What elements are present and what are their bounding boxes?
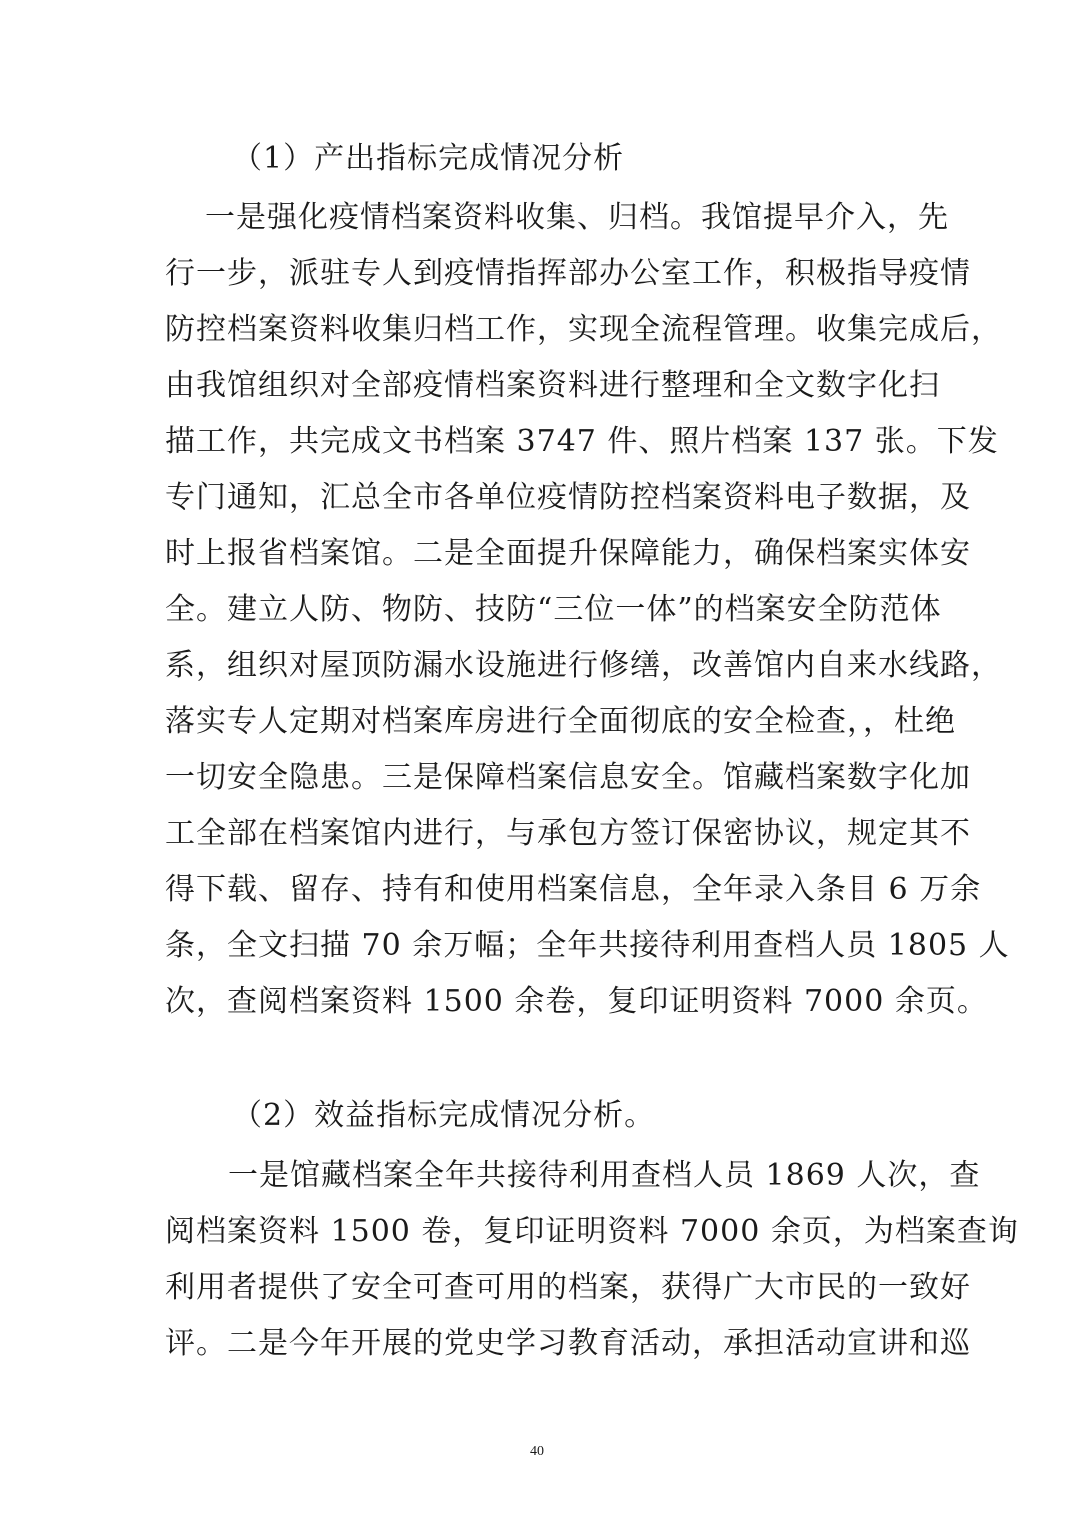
paragraph-line: 工全部在档案馆内进行，与承包方签订保密协议，规定其不 <box>165 816 971 851</box>
paragraph-line: 一是强化疫情档案资料收集、归档。我馆提早介入，先 <box>205 200 949 235</box>
paragraph-line: 描工作，共完成文书档案 3747 件、照片档案 137 张。下发 <box>165 424 999 459</box>
paragraph-line: 一是馆藏档案全年共接待利用查档人员 1869 人次，查 <box>228 1158 981 1193</box>
section-2-heading: （2）效益指标完成情况分析。 <box>232 1098 656 1133</box>
paragraph-line: 次，查阅档案资料 1500 余卷，复印证明资料 7000 余页。 <box>165 984 988 1019</box>
paragraph-line: 利用者提供了安全可查可用的档案，获得广大市民的一致好 <box>165 1270 971 1305</box>
paragraph-line: 专门通知，汇总全市各单位疫情防控档案资料电子数据，及 <box>165 480 971 515</box>
paragraph-line: 落实专人定期对档案库房进行全面彻底的安全检查，，杜绝 <box>165 704 956 739</box>
paragraph-line: 条，全文扫描 70 余万幅；全年共接待利用查档人员 1805 人 <box>165 928 1010 963</box>
paragraph-line: 由我馆组织对全部疫情档案资料进行整理和全文数字化扫 <box>165 368 940 403</box>
section-1-heading: （1）产出指标完成情况分析 <box>232 141 625 176</box>
paragraph-line: 阅档案资料 1500 卷，复印证明资料 7000 余页，为档案查询 <box>165 1214 1019 1249</box>
paragraph-line: 全。建立人防、物防、技防“三位一体”的档案安全防范体 <box>165 592 942 627</box>
paragraph-line: 防控档案资料收集归档工作，实现全流程管理。收集完成后， <box>165 312 1002 347</box>
paragraph-line: 时上报省档案馆。二是全面提升保障能力，确保档案实体安 <box>165 536 971 571</box>
page-number: 40 <box>530 1444 544 1459</box>
paragraph-line: 得下载、留存、持有和使用档案信息，全年录入条目 6 万余 <box>165 872 982 907</box>
paragraph-line: 一切安全隐患。三是保障档案信息安全。馆藏档案数字化加 <box>165 760 971 795</box>
paragraph-line: 行一步，派驻专人到疫情指挥部办公室工作，积极指导疫情 <box>165 256 971 291</box>
paragraph-line: 评。二是今年开展的党史学习教育活动，承担活动宣讲和巡 <box>165 1326 971 1361</box>
paragraph-line: 系，组织对屋顶防漏水设施进行修缮，改善馆内自来水线路， <box>165 648 1002 683</box>
